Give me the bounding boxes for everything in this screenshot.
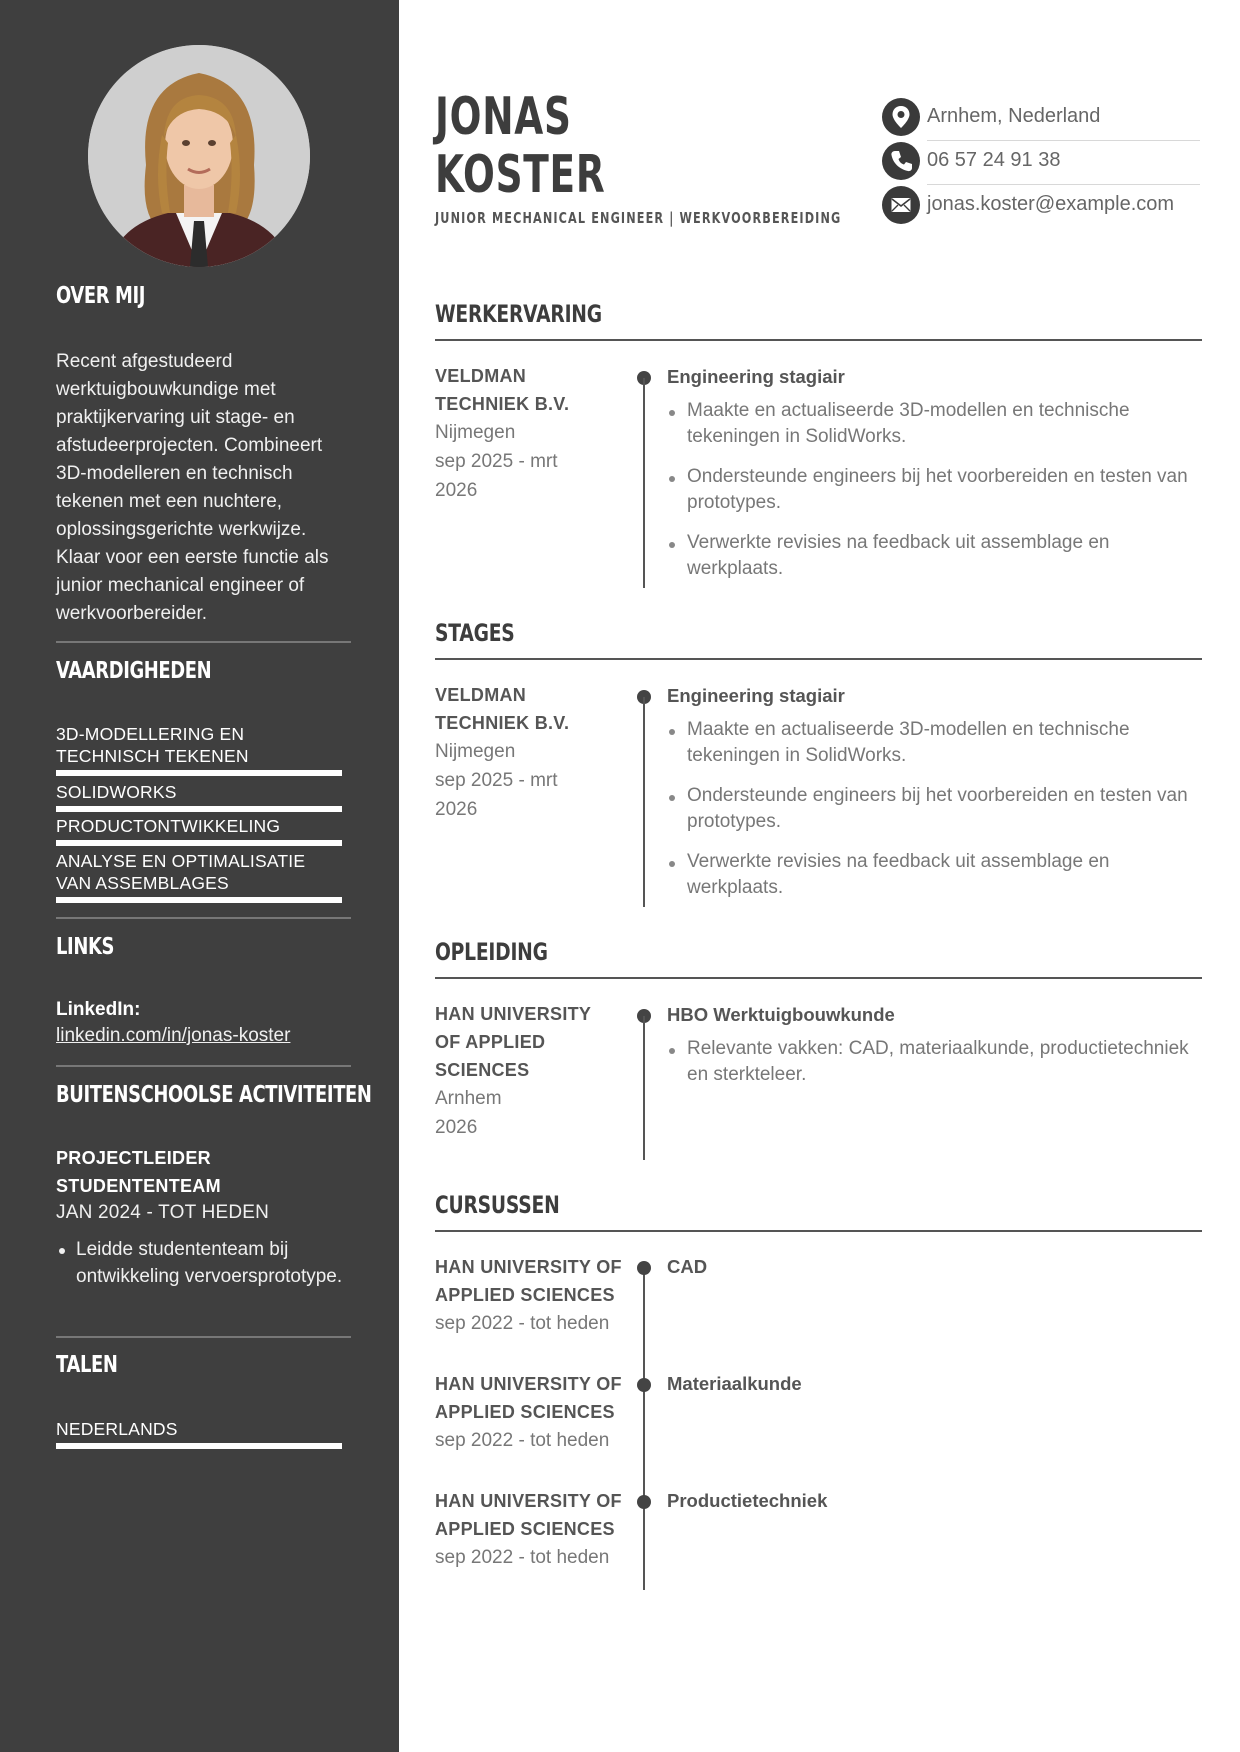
skill-item [56,850,342,903]
profile-photo [88,45,310,267]
about-section [56,283,351,309]
skill-item [56,781,342,812]
linkedin-label: LinkedIn: [56,999,141,1020]
sidebar-divider [56,917,351,919]
timeline-dot [637,1495,651,1509]
skill-label: 3D-MODELLERING EN [56,724,245,744]
course-name: CAD [667,1256,708,1277]
education-city: Arnhem [435,1088,502,1109]
linkedin-link[interactable]: linkedin.com/in/jonas-koster [56,1025,291,1046]
internship-bullet: Verwerkte revisies na feedback uit assemblage en werkplaats. [667,849,1202,901]
activity-date: JAN 2024 - TOT HEDEN [56,1202,270,1223]
skill-level-bar [56,840,342,846]
activity-role: STUDENTENTEAM [56,1176,221,1196]
internship-date: 2026 [435,799,478,820]
course-org: HAN UNIVERSITY OF [435,1257,622,1277]
sidebar [0,0,399,1752]
about-text-block [56,348,351,628]
skill-label: ANALYSE EN OPTIMALISATIE [56,851,306,871]
work-role: Engineering stagiair [667,366,845,387]
person-portrait-icon [88,45,310,267]
section-divider [435,658,1202,660]
skill-level-bar [56,770,342,776]
links-section [56,934,351,960]
work-bullets [667,398,1202,582]
contact-phone [882,142,1200,186]
skill-item [56,815,342,846]
email-text: jonas.koster@example.com [927,193,1175,215]
skills-section [56,658,351,684]
work-date: sep 2025 - mrt [435,451,558,472]
work-bullet: Maakte en actualiseerde 3D-modellen en technische tekeningen in SolidWorks. [667,398,1202,450]
education-org: OF APPLIED [435,1032,546,1052]
work-entry-meta [435,362,625,505]
course-entry-details [667,1371,1202,1397]
course-entry-meta [435,1370,635,1455]
skill-label: TECHNISCH TEKENEN [56,746,249,766]
course-name: Materiaalkunde [667,1373,802,1394]
education-org: HAN UNIVERSITY [435,1004,592,1024]
contact-divider [927,140,1200,141]
course-date: sep 2022 - tot heden [435,1313,610,1334]
language-item [56,1418,342,1449]
activity-bullet: Leidde studententeam bij ontwikkeling vervoersprototype. [56,1236,351,1290]
work-title: WERKERVARING [435,300,602,328]
name-last: KOSTER [435,145,606,205]
job-subtitle: JUNIOR MECHANICAL ENGINEER | WERKVOORBEREIDING [435,209,842,227]
work-entry-details [667,364,1202,596]
internship-date: sep 2025 - mrt [435,770,558,791]
course-org: APPLIED SCIENCES [435,1402,615,1422]
contact-email [882,186,1200,230]
links-title: LINKS [56,934,115,960]
contact-divider [927,184,1200,185]
contact-location [882,98,1200,142]
course-date: sep 2022 - tot heden [435,1547,610,1568]
skill-level-bar [56,806,342,812]
section-divider [435,1230,1202,1232]
course-entry-details [667,1254,1202,1280]
name-first: JONAS [435,87,572,147]
course-org: APPLIED SCIENCES [435,1519,615,1539]
education-bullet: Relevante vakken: CAD, materiaalkunde, productietechniek en sterkteleer. [667,1036,1202,1088]
internship-entry-meta [435,681,625,824]
phone-text: 06 57 24 91 38 [927,149,1061,171]
activities-title: BUITENSCHOOLSE ACTIVITEITEN [56,1082,372,1108]
activity-bullets [56,1236,351,1290]
about-text: Recent afgestudeerd werktuigbouwkundige met praktijkervaring uit stage- en afstudeerprojecten. Combineert 3D-modelleren en technisch tekenen met een nuchtere, oplossingsgerichte werkwijze. Klaar voor een eerste functie als junior mechanical engineer of werkvoorbereider. [56,351,329,624]
envelope-icon [882,186,920,224]
course-org: APPLIED SCIENCES [435,1285,615,1305]
activities-section [56,1082,372,1108]
education-bullets [667,1036,1202,1088]
education-entry-details [667,1002,1202,1102]
activity-entry [56,1144,351,1290]
education-org: SCIENCES [435,1060,530,1080]
section-divider [435,339,1202,341]
internship-bullets [667,717,1202,901]
work-bullet: Verwerkte revisies na feedback uit assemblage en werkplaats. [667,530,1202,582]
linkedin-block [56,999,351,1047]
skill-label: SOLIDWORKS [56,782,177,802]
location-text: Arnhem, Nederland [927,105,1101,127]
location-pin-icon [882,98,920,136]
timeline-dot [637,1261,651,1275]
skill-label: VAN ASSEMBLAGES [56,873,229,893]
education-degree: HBO Werktuigbouwkunde [667,1004,895,1025]
internship-bullet: Ondersteunde engineers bij het voorbereiden en testen van prototypes. [667,783,1202,835]
course-org: HAN UNIVERSITY OF [435,1491,622,1511]
work-bullet: Ondersteunde engineers bij het voorbereiden en testen van prototypes. [667,464,1202,516]
skill-label: PRODUCTONTWIKKELING [56,816,281,836]
work-org: VELDMAN [435,366,527,386]
languages-section [56,1352,351,1378]
sidebar-divider [56,1065,351,1067]
skills-title: VAARDIGHEDEN [56,658,212,684]
sidebar-divider [56,641,351,643]
work-city: Nijmegen [435,422,516,443]
about-title: OVER MIJ [56,283,146,309]
timeline-line [643,378,645,588]
internship-city: Nijmegen [435,741,516,762]
phone-icon [882,142,920,180]
courses-title: CURSUSSEN [435,1191,560,1219]
internship-bullet: Maakte en actualiseerde 3D-modellen en technische tekeningen in SolidWorks. [667,717,1202,769]
education-title: OPLEIDING [435,938,548,966]
course-entry-meta [435,1487,635,1572]
candidate-name [435,88,605,204]
internship-entry-details [667,683,1202,915]
language-level-bar [56,1443,342,1449]
internship-role: Engineering stagiair [667,685,845,706]
course-entry-meta [435,1253,635,1338]
section-divider [435,977,1202,979]
internship-org: TECHNIEK B.V. [435,713,570,733]
work-org: TECHNIEK B.V. [435,394,570,414]
work-date: 2026 [435,480,478,501]
sidebar-divider [56,1336,351,1338]
course-date: sep 2022 - tot heden [435,1430,610,1451]
education-entry-meta [435,1000,625,1142]
timeline-line [643,1016,645,1160]
internships-title: STAGES [435,619,515,647]
skill-item [56,723,342,776]
education-date: 2026 [435,1117,478,1138]
course-org: HAN UNIVERSITY OF [435,1374,622,1394]
course-entry-details [667,1488,1202,1514]
timeline-dot [637,1378,651,1392]
timeline-line [643,697,645,907]
timeline-line [643,1268,645,1590]
skill-level-bar [56,897,342,903]
course-name: Productietechniek [667,1490,828,1511]
main-content [399,0,1240,1752]
languages-title: TALEN [56,1352,118,1378]
internship-org: VELDMAN [435,685,527,705]
language-label: NEDERLANDS [56,1419,178,1439]
activity-role: PROJECTLEIDER [56,1148,211,1168]
